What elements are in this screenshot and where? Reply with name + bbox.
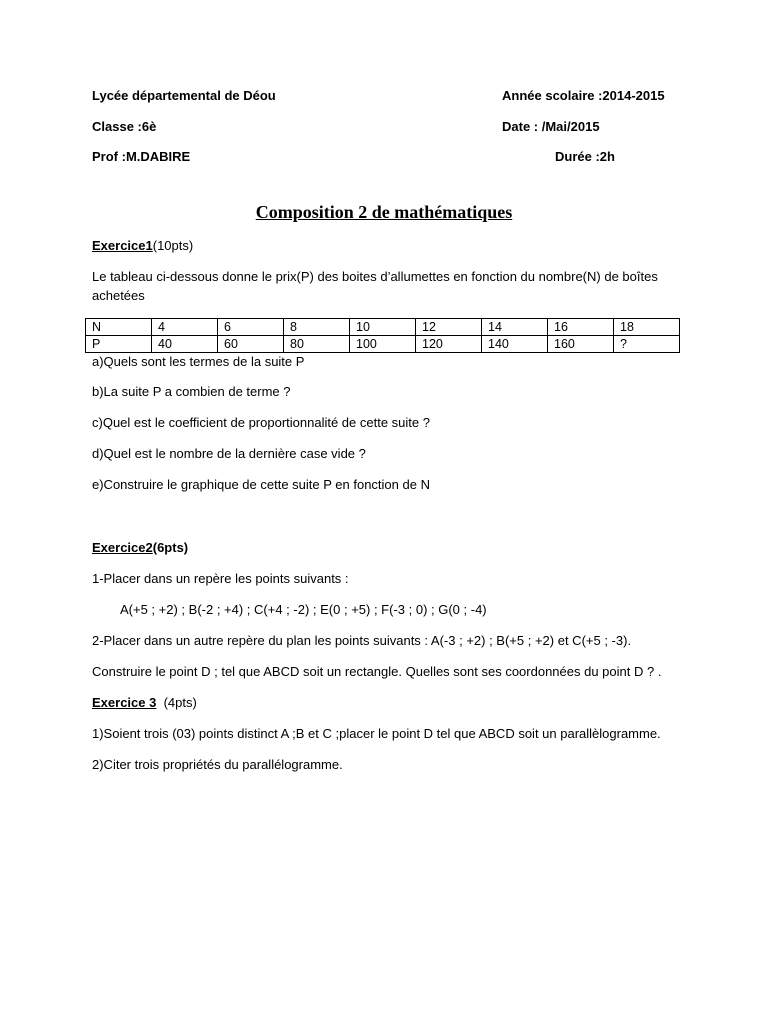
table-cell: N (86, 319, 152, 336)
table-cell: 140 (482, 336, 548, 353)
table-cell: ? (614, 336, 680, 353)
table-cell: 18 (614, 319, 680, 336)
exercise2-points: (6pts) (152, 540, 189, 555)
table-row-p (86, 336, 680, 353)
table-cell: 60 (218, 336, 284, 353)
exercise1-question-e: e)Construire le graphique de cette suite P en fonction de N (92, 477, 430, 492)
table-cell: 16 (548, 319, 614, 336)
table-cell: 8 (284, 319, 350, 336)
school-name: Lycée départemental de Déou (92, 88, 276, 103)
table-cell: 120 (416, 336, 482, 353)
table-cell: 12 (416, 319, 482, 336)
school-year: Année scolaire :2014-2015 (502, 88, 665, 103)
exercise2-heading-line (92, 540, 188, 556)
exercise1-intro-line2: achetées (92, 288, 145, 303)
exercise1-intro-line1: Le tableau ci-dessous donne le prix(P) des boites d’allumettes en fonction du nombre(N) de boîtes (92, 269, 658, 284)
exercise1-heading: Exercice1 (92, 238, 153, 253)
page-title (0, 201, 768, 223)
exercise1-question-d: d)Quel est le nombre de la dernière case vide ? (92, 446, 366, 461)
date-label: Date : /Mai/2015 (502, 119, 600, 134)
exercise3-question1: 1)Soient trois (03) points distinct A ;B et C ;placer le point D tel que ABCD soit un parallèlogramme. (92, 726, 661, 741)
table-cell: 10 (350, 319, 416, 336)
table-cell: 4 (152, 319, 218, 336)
exercise2-question3: Construire le point D ; tel que ABCD soit un rectangle. Quelles sont ses coordonnées du point D ? . (92, 664, 662, 679)
table-cell: 14 (482, 319, 548, 336)
exercise2-question2: 2-Placer dans un autre repère du plan les points suivants : A(-3 ; +2) ; B(+5 ; +2) et C(+5 ; -3). (92, 633, 632, 648)
exercise1-heading-line (92, 238, 193, 254)
exercise1-question-c: c)Quel est le coefficient de proportionnalité de cette suite ? (92, 415, 430, 430)
exercise2-question1: 1-Placer dans un repère les points suivants : (92, 571, 349, 586)
exercise3-heading-line (92, 695, 197, 711)
exercise1-question-b: b)La suite P a combien de terme ? (92, 384, 291, 399)
exercise1-question-a: a)Quels sont les termes de la suite P (92, 354, 305, 369)
exercise3-heading: Exercice 3 (92, 695, 157, 710)
class-label: Classe :6è (92, 119, 157, 134)
table-cell: 100 (350, 336, 416, 353)
page-title-text: Composition 2 de mathématiques (255, 202, 513, 222)
exercise3-question2: 2)Citer trois propriétés du parallélogramme. (92, 757, 343, 772)
exercise1-points: (10pts) (152, 238, 194, 253)
table-cell: 6 (218, 319, 284, 336)
table-cell: P (86, 336, 152, 353)
exercise2-points-list: A(+5 ; +2) ; B(-2 ; +4) ; C(+4 ; -2) ; E(0 ; +5) ; F(-3 ; 0) ; G(0 ; -4) (120, 602, 487, 617)
prof-label: Prof :M.DABIRE (92, 149, 191, 164)
table-cell: 40 (152, 336, 218, 353)
table-cell: 80 (284, 336, 350, 353)
table-row-n (86, 319, 680, 336)
exercise2-heading: Exercice2 (92, 540, 153, 555)
price-table (85, 318, 680, 353)
table-cell: 160 (548, 336, 614, 353)
duration-label: Durée :2h (555, 149, 615, 164)
exercise3-points: (4pts) (156, 695, 197, 710)
